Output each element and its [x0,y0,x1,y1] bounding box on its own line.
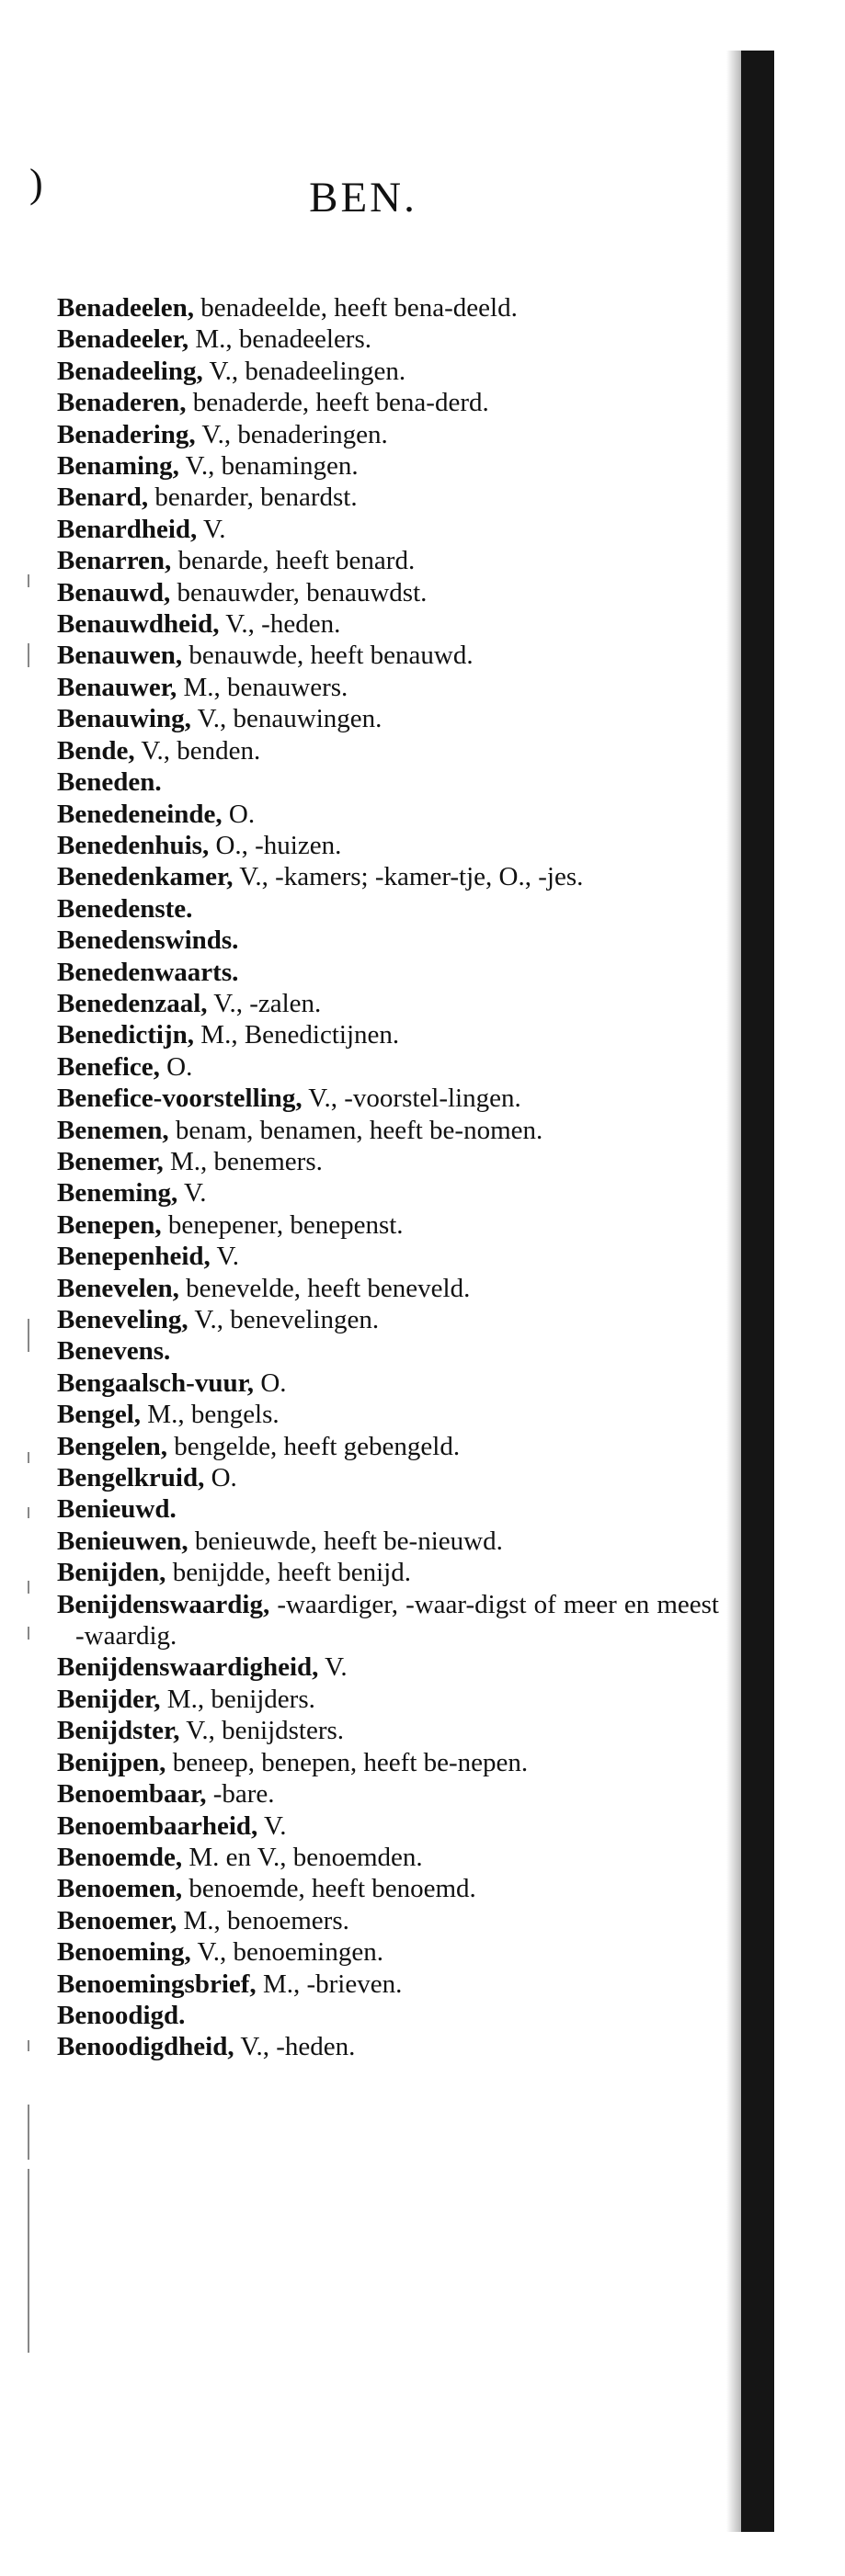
entry-definition: M. en V., benoemden. [182,1842,423,1872]
entry-headword: Benauwdheid, [57,609,220,640]
entry-headword: Benoemingsbrief, [57,1969,257,1999]
entry-headword: Benepenheid, [57,1242,211,1272]
dictionary-entry [57,893,719,925]
entry-definition: benevelde, heeft beneveld. [178,1273,471,1303]
entry-definition: benaderde, heeft bena-derd. [186,388,489,418]
entry-definition: V., benamingen. [178,451,359,482]
entry-definition: benauwder, benauwdst. [170,577,428,607]
entry-headword: Benadeeling, [57,356,203,386]
dictionary-entry [57,1873,719,1904]
dictionary-entry [57,1335,719,1367]
dictionary-entry [57,1905,719,1936]
dictionary-entry [57,2000,719,2031]
entry-headword: Benijpen, [57,1747,166,1777]
dictionary-entry [57,1778,719,1810]
entry-definition: benepener, benepenst. [161,1209,404,1240]
dictionary-entry [57,323,719,355]
entry-headword: Benedeneinde, [57,799,223,829]
entry-definition: -bare. [206,1779,275,1810]
dictionary-entry [57,1557,719,1588]
dictionary-entry [57,1209,719,1241]
entry-definition: M., benoemers. [177,1905,349,1935]
margin-mark [28,1627,29,1640]
margin-mark [28,643,29,667]
dictionary-entry [57,545,719,576]
entry-definition: M., Benedictijnen. [194,1020,400,1050]
entry-definition: V. [318,1652,348,1683]
entry-headword: Beneveling, [57,1305,188,1334]
dictionary-entry [57,419,719,450]
dictionary-entry [57,861,719,892]
dictionary-entry [57,1526,719,1557]
entry-definition: benadeelde, heeft bena-deeld. [194,293,518,323]
entry-headword: Benedenwaarts. [57,957,239,987]
dictionary-entry [57,450,719,482]
entry-definition: V., -heden. [234,2032,356,2062]
entry-headword: Benieuwd. [57,1494,177,1525]
entry-definition: M., benadeelers. [188,324,372,355]
entry-headword: Benoemer, [57,1905,177,1935]
margin-mark [28,2040,29,2051]
entry-definition: V. [257,1810,287,1841]
entry-headword: Bende, [57,735,135,766]
entry-definition: benauwde, heeft benauwd. [182,641,474,671]
entry-definition: benarde, heeft benard. [171,546,416,576]
margin-mark [28,1507,29,1518]
entry-definition: O. [204,1463,237,1493]
entry-definition: bengelde, heeft gebengeld. [167,1431,461,1461]
entry-headword: Benauwen, [57,641,183,671]
entry-definition: V., benevelingen. [188,1305,380,1334]
entry-definition: M., benemers. [163,1146,323,1176]
entry-headword: Bengelkruid, [57,1463,205,1493]
entry-headword: Benoodigd. [57,2000,186,2030]
entry-headword: Benauwer, [57,672,177,702]
entry-headword: Benedenhuis, [57,830,210,860]
dictionary-entry [57,1273,719,1304]
dictionary-entry [57,799,719,830]
entry-definition: benam, benamen, heeft be-nomen. [168,1115,543,1145]
dictionary-entry [57,1651,719,1683]
entry-definition: O. [222,799,256,829]
margin-mark [28,1452,29,1463]
dictionary-entry [57,482,719,513]
dictionary-entry [57,1177,719,1209]
binding-shadow [726,51,741,2532]
entry-definition: M., benijders. [160,1684,315,1714]
entry-headword: Benauwd, [57,577,171,607]
dictionary-entry [57,1936,719,1968]
dictionary-entry [57,1083,719,1114]
entry-definition: O. [254,1367,287,1398]
dictionary-entry [57,988,719,1019]
margin-mark [28,1581,29,1594]
entry-headword: Benauwing, [57,704,191,734]
entry-definition: V., benadeelingen. [202,356,406,386]
entry-headword: Benedictijn, [57,1020,195,1050]
entry-definition: V., -zalen. [207,988,322,1018]
dictionary-entry [57,387,719,418]
dictionary-entry [57,830,719,861]
entry-headword: Benedenswinds. [57,925,239,956]
dictionary-entry [57,1969,719,2000]
entry-headword: Benadeeler, [57,324,189,355]
dictionary-entry [57,1304,719,1335]
entry-definition: V. [177,1178,207,1209]
entry-definition: -waardiger, -waar-digst of meer en meest -waardig. [75,1589,719,1651]
dictionary-entry [57,1019,719,1050]
dictionary-entry [57,1810,719,1842]
entry-headword: Benardheid, [57,514,198,544]
entry-headword: Beneming, [57,1178,178,1209]
dictionary-entry [57,672,719,703]
entry-headword: Benepen, [57,1209,162,1240]
dictionary-entry [57,1399,719,1430]
entry-definition: V., benijdsters. [179,1716,345,1746]
dictionary-entry [57,1747,719,1778]
dictionary-entry [57,1589,719,1652]
margin-mark [28,574,29,587]
entry-headword: Benaderen, [57,388,187,418]
entry-definition: benieuwde, heeft be-nieuwd. [188,1526,503,1556]
entry-headword: Benedenkamer, [57,862,234,892]
entry-definition: O., -huizen. [209,830,342,860]
entry-headword: Benijdenswaardigheid, [57,1652,319,1683]
entry-definition: V., benauwingen. [190,704,383,734]
dictionary-entry [57,1241,719,1272]
dictionary-entry [57,957,719,988]
entry-definition: benarder, benardst. [148,482,358,513]
dictionary-entry [57,1684,719,1715]
dictionary-entry [57,1715,719,1746]
dictionary-entry [57,1842,719,1873]
entry-headword: Benoembaar, [57,1779,207,1810]
entry-definition: benijdde, heeft benijd. [166,1558,411,1588]
dictionary-entry [57,577,719,608]
dictionary-entry [57,292,719,323]
entry-headword: Benoemen, [57,1874,183,1904]
dictionary-entry [57,766,719,798]
page-binding-edge [741,51,774,2532]
entry-headword: Benoodigdheid, [57,2032,234,2062]
entry-headword: Bengel, [57,1400,142,1430]
entry-headword: Benevens. [57,1336,171,1367]
entry-headword: Benard, [57,482,149,513]
closing-parenthesis: ) [29,161,43,206]
entry-headword: Benaming, [57,451,179,482]
entry-definition: M., -brieven. [256,1969,403,1999]
entry-definition: M., bengels. [141,1400,280,1430]
entry-headword: Benarren, [57,546,172,576]
entry-headword: Benoemde, [57,1842,183,1872]
dictionary-entry [57,1493,719,1525]
entry-definition: beneep, benepen, heeft be-nepen. [166,1747,529,1777]
entry-headword: Benemen, [57,1115,169,1145]
margin-mark [28,1319,29,1352]
entry-headword: Benoembaarheid, [57,1810,258,1841]
entry-definition: V., -voorstel-lingen. [302,1084,521,1114]
dictionary-entry [57,514,719,545]
entry-headword: Benijden, [57,1558,166,1588]
page-header: BEN. [309,174,417,221]
entry-headword: Benevelen, [57,1273,179,1303]
dictionary-entry [57,608,719,640]
entry-headword: Benefice-voorstelling, [57,1084,303,1114]
entry-headword: Bengelen, [57,1431,168,1461]
entry-headword: Benijdster, [57,1716,180,1746]
entry-definition: V., -heden. [219,609,341,640]
dictionary-entry [57,1462,719,1493]
entry-headword: Bengaalsch-vuur, [57,1367,255,1398]
entry-headword: Benijder, [57,1684,161,1714]
dictionary-entry [57,1431,719,1462]
margin-mark [28,2105,29,2160]
entry-headword: Benemer, [57,1146,164,1176]
entry-definition: V. [197,514,226,544]
entry-definition: M., benauwers. [177,672,348,702]
entry-headword: Beneden. [57,767,162,798]
dictionary-entry [57,1367,719,1399]
dictionary-entry [57,356,719,387]
dictionary-entry [57,1051,719,1083]
dictionary-entry [57,1146,719,1177]
entry-headword: Benoeming, [57,1937,191,1968]
dictionary-entry [57,735,719,766]
dictionary-entry [57,640,719,671]
entry-definition: O. [159,1051,193,1082]
margin-mark [28,2169,29,2353]
entry-headword: Benedenste. [57,893,193,924]
entry-headword: Benadering, [57,419,196,449]
entry-headword: Benieuwen, [57,1526,188,1556]
entry-headword: Benadeelen, [57,293,195,323]
entry-definition: V., benoemingen. [190,1937,383,1968]
entry-headword: Benedenzaal, [57,988,208,1018]
entry-definition: benoemde, heeft benoemd. [182,1874,476,1904]
entry-definition: V. [210,1242,239,1272]
entry-definition: V., benden. [134,735,261,766]
dictionary-entry [57,925,719,956]
entry-headword: Benefice, [57,1051,160,1082]
dictionary-entry [57,1115,719,1146]
dictionary-entry [57,2031,719,2062]
dictionary-entry [57,703,719,734]
entry-headword: Benijdenswaardig, [57,1589,270,1619]
entry-definition: V., benaderingen. [195,419,388,449]
dictionary-entry-list [57,292,719,2063]
entry-definition: V., -kamers; -kamer-tje, O., -jes. [233,862,584,892]
